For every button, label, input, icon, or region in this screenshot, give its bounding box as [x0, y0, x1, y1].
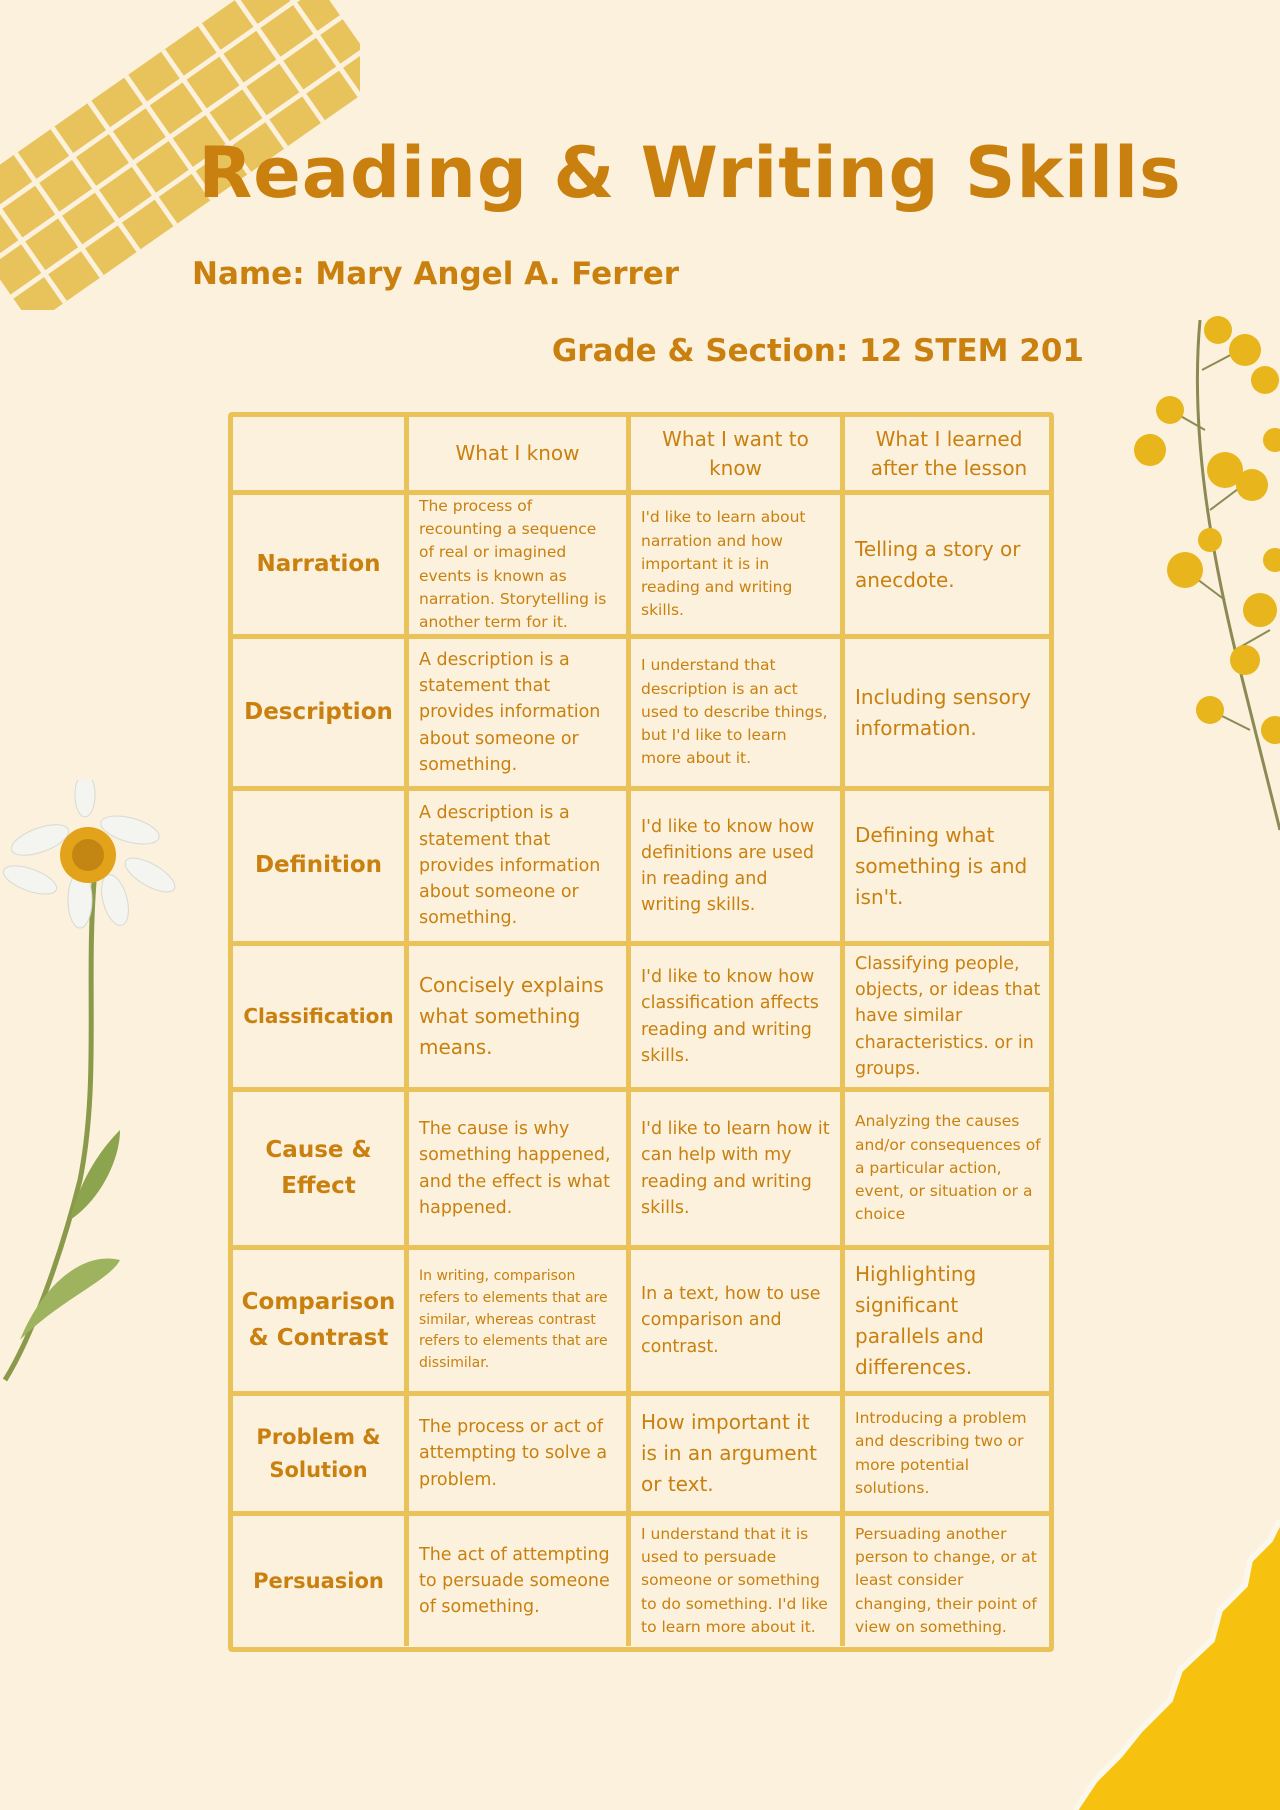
cell-know: The act of attempting to persuade someone of something.	[409, 1516, 631, 1646]
cell-want: I understand that it is used to persuade someone or something to do something. I'd like to learn more about it.	[631, 1516, 845, 1646]
row-label-description: Description	[233, 639, 409, 791]
cell-learned: Classifying people, objects, or ideas that have similar characteristics. or in groups.	[845, 946, 1053, 1092]
grade-section: Grade & Section: 12 STEM 201	[551, 333, 1084, 369]
row-label-definition: Definition	[233, 791, 409, 946]
page-title: Reading & Writing Skills	[198, 132, 1182, 214]
row-label-narration: Narration	[233, 495, 409, 639]
cell-know: A description is a statement that provides information about someone or something.	[409, 639, 631, 791]
table-header-corner	[233, 417, 409, 495]
cell-learned: Telling a story or anecdote.	[845, 495, 1053, 639]
row-label-problem-solution: Problem & Solution	[233, 1396, 409, 1516]
cell-want: I'd like to know how classification affects reading and writing skills.	[631, 946, 845, 1092]
cell-want: I'd like to learn how it can help with my reading and writing skills.	[631, 1092, 845, 1250]
cell-learned: Introducing a problem and describing two or more potential solutions.	[845, 1396, 1053, 1516]
mimosa-branch-icon	[1130, 310, 1280, 910]
row-label-comparison-contrast: Comparison & Contrast	[233, 1250, 409, 1396]
cell-know: The process of recounting a sequence of real or imagined events is known as narration. Storytelling is another term for it.	[409, 495, 631, 639]
cell-learned: Persuading another person to change, or at least consider changing, their point of view on something.	[855, 1524, 1037, 1636]
skills-table	[228, 412, 1054, 1652]
cell-learned: Defining what something is and isn't.	[845, 791, 1053, 946]
cell-want: How important it is in an argument or text.	[631, 1396, 845, 1516]
cell-want: I'd like to know how definitions are used in reading and writing skills.	[631, 791, 845, 946]
row-label-classification: Classification	[233, 946, 409, 1092]
daisy-flower-icon	[0, 780, 200, 1400]
cell-want: I'd like to learn about narration and how important it is in reading and writing skills.	[631, 495, 845, 639]
row-label-persuasion: Persuasion	[233, 1516, 409, 1646]
table-header-want: What I want to know	[631, 417, 845, 495]
cell-want: I understand that description is an act used to describe things, but I'd like to learn more about it.	[631, 639, 845, 791]
cell-know: The process or act of attempting to solve a problem.	[409, 1396, 631, 1516]
cell-know: Concisely explains what something means.	[409, 946, 631, 1092]
cell-know: The cause is why something happened, and the effect is what happened.	[409, 1092, 631, 1250]
table-header-learned: What I learned after the lesson	[845, 417, 1053, 495]
table-header-know: What I know	[409, 417, 631, 495]
cell-know: In writing, comparison refers to elements that are similar, whereas contrast refers to elements that are dissimilar.	[409, 1250, 631, 1396]
cell-know: A description is a statement that provides information about someone or something.	[409, 791, 631, 946]
cell-learned: Highlighting significant parallels and differences.	[845, 1250, 1053, 1396]
row-label-cause-effect: Cause & Effect	[233, 1092, 409, 1250]
cell-learned: Including sensory information.	[845, 639, 1053, 791]
student-name: Name: Mary Angel A. Ferrer	[192, 256, 680, 292]
cell-learned: Analyzing the causes and/or consequences of a particular action, event, or situation or a choice	[845, 1092, 1053, 1250]
cell-want: In a text, how to use comparison and contrast.	[631, 1250, 845, 1396]
